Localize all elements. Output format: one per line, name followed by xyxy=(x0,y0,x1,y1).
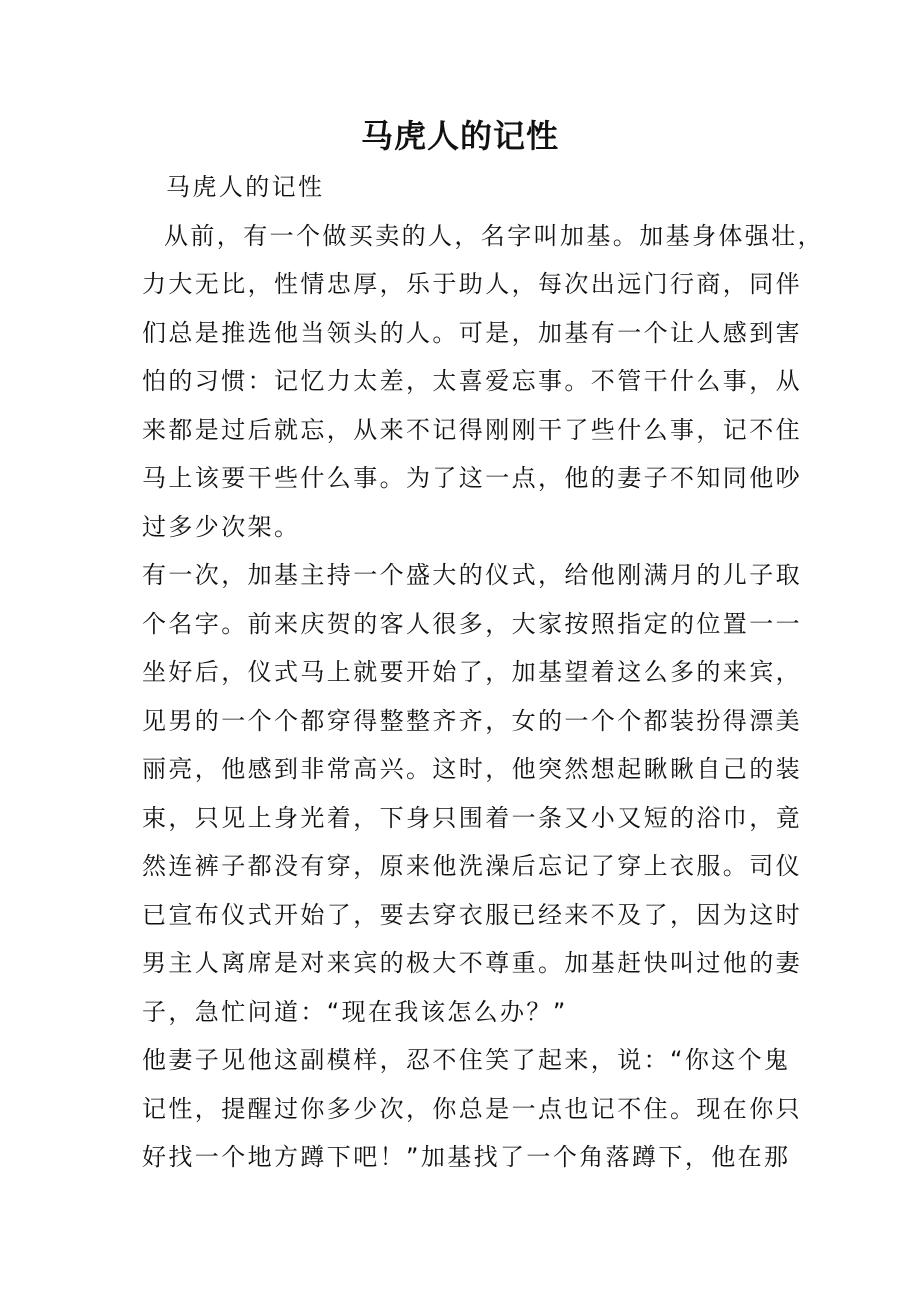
text-line: 坐好后，仪式马上就要开始了，加基望着这么多的来宾， xyxy=(142,658,802,686)
text-line: 来都是过后就忘，从来不记得刚刚干了些什么事，记不住 xyxy=(142,415,802,444)
text-line: 然连裤子都没有穿，原来他洗澡后忘记了穿上衣服。司仪 xyxy=(142,852,802,880)
text-line: 已宣布仪式开始了，要去穿衣服已经来不及了，因为这时 xyxy=(142,900,802,929)
text-line: 力大无比，性情忠厚，乐于助人，每次出远门行商，同伴 xyxy=(142,270,802,298)
text-line: 有一次，加基主持一个盛大的仪式，给他刚满月的儿子取 xyxy=(142,561,802,589)
text-line: 丽亮，他感到非常高兴。这时，他突然想起瞅瞅自己的装 xyxy=(142,755,802,783)
text-line: 们总是推选他当领头的人。可是，加基有一个让人感到害 xyxy=(142,318,802,347)
text-line: 怕的习惯：记忆力太差，太喜爱忘事。不管干什么事，从 xyxy=(142,367,802,395)
text-line: 见男的一个个都穿得整整齐齐，女的一个个都装扮得漂美 xyxy=(142,706,802,735)
text-line: 他妻子见他这副模样，忍不住笑了起来，说：“你这个鬼 xyxy=(142,1046,791,1074)
text-line: 束，只见上身光着，下身只围着一条又小又短的浴巾，竟 xyxy=(142,803,802,832)
text-line: 子，急忙问道：“现在我该怎么办？” xyxy=(142,997,568,1026)
text-line: 过多少次架。 xyxy=(142,512,301,541)
text-line: 男主人离席是对来宾的极大不尊重。加基赶快叫过他的妻 xyxy=(142,949,802,977)
text-line: 个名字。前来庆贺的客人很多，大家按照指定的位置一一 xyxy=(142,609,802,638)
document-title: 马虎人的记性 xyxy=(360,117,559,155)
text-line: 马上该要干些什么事。为了这一点，他的妻子不知同他吵 xyxy=(142,464,802,492)
text-line: 记性，提醒过你多少次，你总是一点也记不住。现在你只 xyxy=(142,1094,802,1123)
subtitle-line: 马虎人的记性 xyxy=(166,173,325,201)
document-body xyxy=(142,163,824,1182)
text-line: 好找一个地方蹲下吧！”加基找了一个角落蹲下，他在那 xyxy=(142,1143,791,1171)
text-line: 从前，有一个做买卖的人，名字叫加基。加基身体强壮， xyxy=(164,221,824,250)
